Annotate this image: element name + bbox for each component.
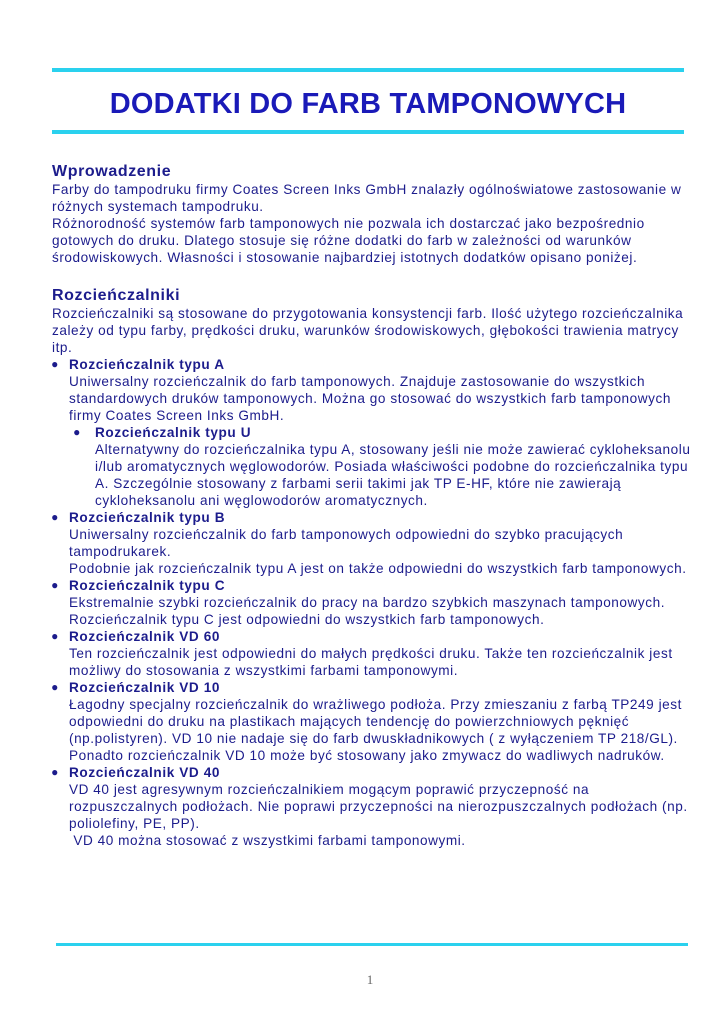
thinners-heading: Rozcieńczalniki [52,287,181,304]
item-text: Ekstremalnie szybki rozcieńczalnik do pracy na bardzo szybkich maszynach tamponowych. Rozcieńczalnik typu C jest odpowiedni do wszystkich farb tamponowych. [69,595,666,627]
item-text: VD 40 jest agresywnym rozcieńczalnikiem mogącym poprawić przyczepność na rozpuszczalnych podłożach. Nie poprawi przyczepności na nierozpuszczalnych podłożach (np. poliolefiny, PE, PP). [69,782,688,831]
item-text-2: VD 40 można stosować z wszystkimi farbami tamponowymi. [69,833,466,848]
bottom-divider [56,943,688,946]
intro-heading: Wprowadzenie [52,163,172,180]
item-title: Rozcieńczalnik VD 60 [69,629,221,644]
intro-paragraph-1: Farby do tampodruku firmy Coates Screen Inks GmbH znalazły ogólnoświatowe zastosowanie w różnych systemach tampodruku. [52,182,682,214]
item-title: Rozcieńczalnik typu U [95,425,252,440]
list-item [52,509,692,577]
item-title: Rozcieńczalnik VD 40 [69,765,221,780]
top-divider [52,68,684,72]
list-item [52,356,692,424]
thinner-list [52,356,692,849]
item-text: Alternatywny do rozcieńczalnika typu A, stosowany jeśli nie może zawierać cykloheksanolu i/lub aromatycznych węglowodorów. Posiada właściwości podobne do rozcieńczalnika typu A. Szczególnie stosowany z farbami serii takimi jak TP E-HF, które nie zawierają cykloheksanolu ani węglowodorów aromatycznych. [95,442,691,508]
item-title: Rozcieńczalnik typu B [69,510,226,525]
bullet-icon: ● [51,765,59,779]
item-title: Rozcieńczalnik typu A [69,357,225,372]
item-text: Łagodny specjalny rozcieńczalnik do wrażliwego podłoża. Przy zmieszaniu z farbą TP249 jest odpowiedni do druku na plastikach mających tendencję do powierzchniowych pęknięć (np.polistyren). VD 10 nie nadaje się do farb dwuskładnikowych ( z wyłączeniem TP 218/GL). Ponadto rozcieńczalnik VD 10 może być stosowany jako zmywacz do wadliwych nadruków. [69,697,682,763]
item-title: Rozcieńczalnik VD 10 [69,680,221,695]
page-title: DODATKI DO FARB TAMPONOWYCH [109,88,627,120]
document-body [52,162,692,849]
bullet-icon: ● [73,425,81,439]
list-item [52,628,692,679]
list-item [52,424,692,509]
item-text: Uniwersalny rozcieńczalnik do farb tamponowych odpowiedni do szybko pracujących tampodrukarek. [69,527,624,559]
thinners-paragraph: Rozcieńczalniki są stosowane do przygotowania konsystencji farb. Ilość użytego rozcieńczalnika zależy od typu farby, prędkości druku, warunków środowiskowych, głębokości trawienia matrycy itp. [52,306,684,355]
bullet-icon: ● [51,680,59,694]
list-item [52,577,692,628]
item-text: Uniwersalny rozcieńczalnik do farb tamponowych. Znajduje zastosowanie do wszystkich standardowych druków tamponowych. Można go stosować do wszystkich farb tamponowych firmy Coates Screen Inks GmbH. [69,374,671,423]
item-title: Rozcieńczalnik typu C [69,578,226,593]
list-item [52,679,692,764]
bullet-icon: ● [51,510,59,524]
item-text: Ten rozcieńczalnik jest odpowiedni do małych prędkości druku. Także ten rozcieńczalnik jest możliwy do stosowania z wszystkimi farbami tamponowymi. [69,646,673,678]
bullet-icon: ● [51,629,59,643]
bullet-icon: ● [51,357,59,371]
page-number: 1 [366,972,374,987]
list-item [52,764,692,849]
item-text-2: Podobnie jak rozcieńczalnik typu A jest on także odpowiedni do wszystkich farb tamponowych. [69,561,687,576]
intro-paragraph-2: Różnorodność systemów farb tamponowych nie pozwala ich dostarczać jako bezpośrednio gotowych do druku. Dlatego stosuje się różne dodatki do farb w zależności od warunków środowiskowych. Własności i stosowanie najbardziej istotnych dodatków opisano poniżej. [52,216,645,265]
bullet-icon: ● [51,578,59,592]
title-divider [52,130,684,134]
